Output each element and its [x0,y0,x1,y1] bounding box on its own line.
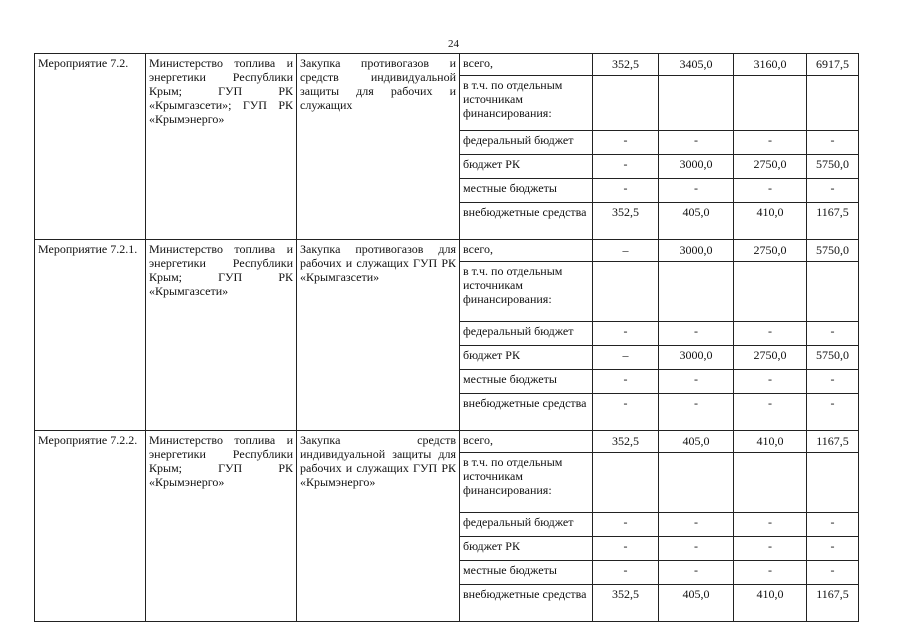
amount-cell-1: - [593,179,659,203]
amount-cell-1: – [593,240,659,262]
amount-cell-1: - [593,322,659,346]
amount-cell-4: 5750,0 [807,155,859,179]
action-cell: Закупка противогазов для рабочих и служащих ГУП РК «Крымгазсети» [297,240,460,431]
amount-cell-3: - [734,561,807,585]
amount-cell-4 [807,453,859,513]
action-cell: Закупка противогазов и средств индивидуальной защиты для рабочих и служащих [297,54,460,240]
amount-cell-2: - [659,394,734,431]
amount-cell-3: 2750,0 [734,240,807,262]
table-body [35,54,859,622]
amount-cell-3: 410,0 [734,431,807,453]
amount-cell-3: 410,0 [734,203,807,240]
funding-source-label: местные бюджеты [460,179,593,203]
amount-cell-1 [593,453,659,513]
action-cell: Закупка средств индивидуальной защиты для рабочих и служащих ГУП РК «Крымэнерго» [297,431,460,622]
funding-source-label: местные бюджеты [460,561,593,585]
funding-source-label: федеральный бюджет [460,513,593,537]
amount-cell-2: - [659,179,734,203]
amount-cell-2: 405,0 [659,203,734,240]
amount-cell-3: - [734,513,807,537]
amount-cell-1: - [593,155,659,179]
amount-cell-4: 5750,0 [807,240,859,262]
amount-cell-4: - [807,322,859,346]
amount-cell-1 [593,262,659,322]
funding-source-label: бюджет РК [460,346,593,370]
amount-cell-4: - [807,394,859,431]
funding-source-label: федеральный бюджет [460,322,593,346]
amount-cell-4: - [807,513,859,537]
event-cell: Мероприятие 7.2.1. [35,240,146,431]
amount-cell-1: - [593,561,659,585]
table-row [35,431,859,453]
amount-cell-3: 2750,0 [734,346,807,370]
table-row [35,240,859,262]
amount-cell-4: - [807,179,859,203]
amount-cell-3: 2750,0 [734,155,807,179]
amount-cell-2: 3405,0 [659,54,734,76]
executor-cell: Министерство топлива и энергетики Республики Крым; ГУП РК «Крымгазсети»; ГУП РК «Крымэнерго» [146,54,297,240]
amount-cell-4: - [807,537,859,561]
amount-cell-2: - [659,370,734,394]
amount-cell-2: - [659,537,734,561]
amount-cell-3: 410,0 [734,585,807,622]
funding-source-label: в т.ч. по отдельным источникам финансирования: [460,262,593,322]
table-row [35,54,859,76]
amount-cell-3 [734,262,807,322]
amount-cell-4: 1167,5 [807,431,859,453]
amount-cell-3: - [734,131,807,155]
amount-cell-1: 352,5 [593,431,659,453]
amount-cell-4: - [807,131,859,155]
funding-source-label: в т.ч. по отдельным источникам финансирования: [460,453,593,513]
amount-cell-4 [807,262,859,322]
amount-cell-1: - [593,513,659,537]
amount-cell-2: - [659,131,734,155]
amount-cell-3 [734,453,807,513]
funding-source-label: всего, [460,54,593,76]
funding-source-label: в т.ч. по отдельным источникам финансирования: [460,76,593,131]
funding-source-label: внебюджетные средства [460,203,593,240]
funding-source-label: всего, [460,431,593,453]
amount-cell-3: - [734,394,807,431]
funding-source-label: внебюджетные средства [460,585,593,622]
amount-cell-3: 3160,0 [734,54,807,76]
page-number: 24 [448,38,459,50]
amount-cell-3: - [734,179,807,203]
amount-cell-2 [659,262,734,322]
amount-cell-2: - [659,561,734,585]
amount-cell-2 [659,76,734,131]
amount-cell-2: 3000,0 [659,240,734,262]
amount-cell-1: - [593,394,659,431]
amount-cell-3: - [734,370,807,394]
funding-source-label: бюджет РК [460,155,593,179]
funding-source-label: бюджет РК [460,537,593,561]
event-cell: Мероприятие 7.2.2. [35,431,146,622]
event-cell: Мероприятие 7.2. [35,54,146,240]
amount-cell-4: 6917,5 [807,54,859,76]
amount-cell-3: - [734,322,807,346]
amount-cell-2: 3000,0 [659,346,734,370]
amount-cell-1: - [593,370,659,394]
amount-cell-2: 405,0 [659,431,734,453]
amount-cell-3: - [734,537,807,561]
amount-cell-2: 3000,0 [659,155,734,179]
amount-cell-1 [593,76,659,131]
amount-cell-2: - [659,322,734,346]
amount-cell-4: 1167,5 [807,203,859,240]
funding-table [34,53,859,622]
amount-cell-1: 352,5 [593,203,659,240]
amount-cell-1: 352,5 [593,585,659,622]
amount-cell-4: 1167,5 [807,585,859,622]
funding-source-label: местные бюджеты [460,370,593,394]
amount-cell-4: - [807,370,859,394]
amount-cell-1: - [593,131,659,155]
funding-source-label: всего, [460,240,593,262]
amount-cell-2: 405,0 [659,585,734,622]
amount-cell-4 [807,76,859,131]
amount-cell-4: - [807,561,859,585]
amount-cell-2: - [659,513,734,537]
executor-cell: Министерство топлива и энергетики Республики Крым; ГУП РК «Крымгазсети» [146,240,297,431]
amount-cell-1: 352,5 [593,54,659,76]
funding-source-label: федеральный бюджет [460,131,593,155]
executor-cell: Министерство топлива и энергетики Республики Крым; ГУП РК «Крымэнерго» [146,431,297,622]
amount-cell-3 [734,76,807,131]
amount-cell-1: - [593,537,659,561]
funding-source-label: внебюджетные средства [460,394,593,431]
amount-cell-1: – [593,346,659,370]
amount-cell-4: 5750,0 [807,346,859,370]
amount-cell-2 [659,453,734,513]
